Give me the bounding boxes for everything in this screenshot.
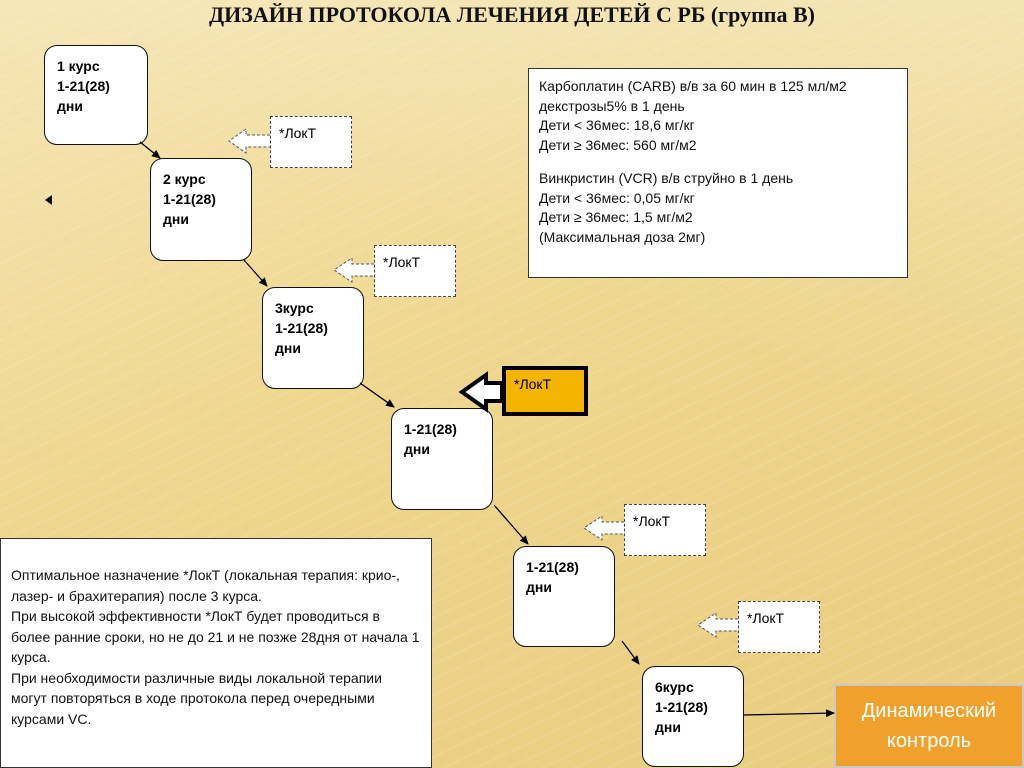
course-name: 6курс <box>655 679 694 695</box>
arrowhead-marker <box>45 195 52 205</box>
course-unit: дни <box>655 719 681 735</box>
dashed-left-arrow-icon <box>584 516 624 540</box>
course-box-3 <box>262 287 364 389</box>
course-box-4 <box>391 408 493 510</box>
carboplatin-line: Карбоплатин (CARB) в/в за 60 мин в 125 мл/м2 декстрозы5% в 1 день <box>539 78 847 114</box>
lokt-box-highlighted: *ЛокТ <box>502 366 588 416</box>
note-paragraph: Оптимальное назначение *ЛокТ (локальная терапия: крио-, лазер- и брахитерапия) после 3 курса. <box>11 567 400 604</box>
notes-box <box>0 538 432 768</box>
vincristine-line: Винкристин (VCR) в/в струйно в 1 день <box>539 170 794 186</box>
course-unit: дни <box>163 211 189 227</box>
note-paragraph: При высокой эффективности *ЛокТ будет проводиться в более ранние сроки, но не до 21 и не позже 28дня от начала 1 курса. <box>11 608 420 665</box>
slide-title: ДИЗАЙН ПРОТОКОЛА ЛЕЧЕНИЯ ДЕТЕЙ С РБ (группа В) <box>209 2 815 27</box>
dashed-left-arrow-icon <box>229 129 270 153</box>
lokt-box-5: *ЛокТ <box>738 601 820 653</box>
course-days: 1-21(28) <box>163 191 216 207</box>
course-days: 1-21(28) <box>57 78 110 94</box>
course-days: 1-21(28) <box>404 421 457 437</box>
vincristine-line: Дети ≥ 36мес: 1,5 мг/м2 <box>539 209 693 225</box>
course-days: 1-21(28) <box>655 699 708 715</box>
course-name: 2 курс <box>163 171 206 187</box>
flow-arrow <box>622 641 639 664</box>
course-unit: дни <box>404 441 430 457</box>
course-unit: дни <box>57 98 83 114</box>
course-days: 1-21(28) <box>275 320 328 336</box>
flow-arrow <box>744 713 834 715</box>
course-box-2 <box>150 158 252 261</box>
dynamic-control-label: Динамический контроль <box>861 700 997 752</box>
course-box-1 <box>44 45 148 145</box>
dynamic-control-box <box>834 684 1024 768</box>
flow-arrow <box>244 260 267 286</box>
course-name: 3курс <box>275 300 314 316</box>
flow-arrow <box>494 505 528 544</box>
flow-arrow <box>140 142 160 158</box>
vincristine-line: Дети < 36мес: 0,05 мг/кг <box>539 189 695 206</box>
lokt-box-1: *ЛокТ <box>270 116 352 168</box>
lokt-box-4: *ЛокТ <box>624 504 706 556</box>
course-box-5 <box>513 546 615 647</box>
carboplatin-line: Дети < 36мес: 18,6 мг/кг <box>539 117 695 133</box>
vincristine-line: (Максимальная доза 2мг) <box>539 228 706 245</box>
course-name: 1 курс <box>57 58 100 74</box>
course-unit: дни <box>526 579 552 595</box>
course-days: 1-21(28) <box>526 559 579 575</box>
carboplatin-line: Дети ≥ 36мес: 560 мг/м2 <box>539 136 697 153</box>
course-box-6 <box>642 666 744 767</box>
note-paragraph: При необходимости различные виды локальной терапии могут повторяться в ходе протокола перед очередными курсами VC. <box>11 669 382 727</box>
bold-left-arrow-icon <box>462 375 502 409</box>
lokt-box-2: *ЛокТ <box>374 245 456 297</box>
drug-dosing-box <box>528 68 908 278</box>
dashed-left-arrow-icon <box>698 613 738 637</box>
dashed-left-arrow-icon <box>334 258 374 282</box>
course-unit: дни <box>275 340 301 356</box>
flow-arrow <box>360 383 394 407</box>
